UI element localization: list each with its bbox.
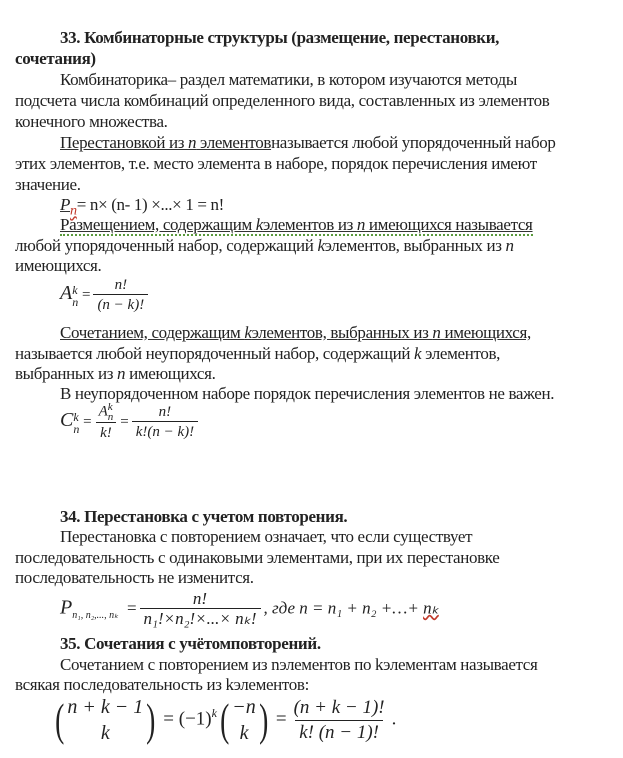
- formula-denominator: k! (n − 1)!: [295, 720, 383, 745]
- arrangement-formula: A k n = $\frac{n!}{(n - k)!}$: [60, 276, 151, 315]
- formula-numerator: n!: [114, 277, 128, 293]
- paren-right: ): [146, 694, 156, 745]
- t: элементов,: [421, 344, 501, 363]
- t: Размещением, содержащим: [60, 215, 256, 234]
- formula-numerator: n!: [158, 404, 172, 420]
- formula-condition: , где n = n₁ + n₂ +…+: [263, 598, 424, 618]
- var-n: n: [356, 215, 366, 234]
- definition-term: Перестановкой из: [60, 133, 188, 152]
- t: называется любой неупорядоченный набор, содержащий: [15, 344, 415, 363]
- paragraph-line: последовательность с одинаковыми элементами, при их перестановке: [15, 548, 500, 567]
- paragraph-line: всякая последовательность из kэлементов:: [15, 675, 309, 694]
- binom-bottom: k: [239, 722, 249, 744]
- binom-top: n + k − 1: [67, 696, 144, 718]
- var-k: k: [244, 323, 252, 342]
- formula-sub: n: [73, 421, 80, 436]
- paren-right: ): [258, 694, 269, 745]
- paragraph-line: значение.: [15, 175, 81, 194]
- section-33-title-cont: сочетания): [15, 49, 96, 68]
- var-k: k: [317, 236, 325, 255]
- formula-symbol: C: [60, 408, 74, 431]
- formula-denominator: k!(n − k)!: [132, 421, 198, 442]
- formula-denominator: (n − k)!: [93, 294, 148, 315]
- paragraph-line: имеющихся.: [15, 256, 102, 275]
- paren-left: (: [55, 694, 65, 745]
- paragraph-line: Перестановка с повторением означает, что если существует: [60, 527, 473, 546]
- paragraph-line: [15, 344, 500, 364]
- formula-sup: k: [107, 401, 113, 413]
- formula-sup: k: [72, 282, 78, 297]
- combination-formula: C k n = A k n k! = $\frac{n!}{k!(n - k)!}$: [60, 402, 201, 443]
- t: элементов, выбранных из: [324, 236, 506, 255]
- arrangement-definition: [60, 215, 533, 235]
- paragraph-line: [15, 236, 514, 256]
- formula-symbol: A: [60, 281, 73, 304]
- t: выбранных из: [15, 364, 118, 383]
- paragraph-line: этих элементов, т.е. место элемента в наборе, порядок перечисления имеют: [15, 154, 537, 173]
- section-33-title: 33. Комбинаторные структуры (размещение, перестановки,: [60, 28, 500, 47]
- paragraph-line: конечного множества.: [15, 112, 168, 131]
- formula-symbol: P: [60, 195, 71, 214]
- formula-sub: n₁, n₂,..., nₖ: [72, 609, 119, 621]
- combination-repetition-formula: ( n + k − 1 k ) = $(-1)^k$( −n k ) = $\frac{(n + k - 1)!}{k! (n - 1)!}$ .: [55, 694, 397, 745]
- formula-sub: n: [70, 202, 77, 219]
- t: Сочетанием, содержащим: [60, 323, 245, 342]
- formula-denominator: n₁!×n₂!×...× nₖ!: [140, 608, 261, 629]
- t: имеющихся называется: [365, 215, 533, 234]
- formula-numerator: n!: [192, 589, 208, 608]
- binom-bottom: k: [100, 722, 110, 744]
- paragraph-line: В неупорядоченном наборе порядок перечисления элементов не важен.: [60, 384, 555, 403]
- formula-end: .: [391, 708, 397, 730]
- formula-symbol: P: [60, 596, 73, 619]
- formula-numerator: A: [98, 403, 108, 420]
- definition-term: элементов: [196, 133, 272, 152]
- formula-sub: n: [107, 411, 114, 423]
- binom-top: −n: [232, 696, 256, 718]
- paragraph-line: [15, 364, 216, 384]
- var-n: n: [432, 323, 441, 342]
- t: элементов из: [262, 215, 357, 234]
- combination-definition: [60, 323, 531, 343]
- formula-condition-last: nₖ: [423, 598, 439, 618]
- paren-left: (: [220, 694, 230, 745]
- t: имеющихся,: [440, 323, 531, 342]
- formula-numerator: (n + k − 1)!: [293, 696, 385, 718]
- paragraph-line: Комбинаторика– раздел математики, в котором изучаются методы: [60, 70, 517, 89]
- permutation-repetition-formula: $P_{n_1, n_2,..., n_k}$ = $\frac{n!}{\text{n₁!×n₂!×...× nₖ!}}$ , где n = n₁ + n₂ +…+ nₖ: [60, 589, 439, 628]
- section-35-title: 35. Сочетания с учётомповторений.: [60, 634, 321, 653]
- formula-denominator: k!: [96, 422, 116, 443]
- var-k: k: [414, 344, 422, 363]
- section-34-title: 34. Перестановка с учетом повторения.: [60, 507, 348, 526]
- paragraph-line: подсчета числа комбинаций определенного вида, составленных из элементов: [15, 91, 550, 110]
- formula-mid: = (−1): [163, 708, 212, 730]
- var-k: k: [255, 215, 263, 234]
- var-n: n: [117, 364, 126, 383]
- var-n: n: [188, 133, 197, 152]
- formula-sub: n: [72, 294, 79, 309]
- paragraph-line: последовательность не изменится.: [15, 568, 254, 587]
- definition-text: называется любой упорядоченный набор: [271, 133, 556, 152]
- var-n: n: [505, 236, 514, 255]
- formula-sup: k: [211, 706, 217, 721]
- permutation-definition: [60, 133, 556, 153]
- t: имеющихся.: [125, 364, 216, 383]
- formula-rhs: = n× (n- 1) ×...× 1 = n!: [76, 195, 224, 214]
- formula-sup: k: [73, 409, 79, 424]
- t: элементов, выбранных из: [251, 323, 433, 342]
- t: любой упорядоченный набор, содержащий: [15, 236, 318, 255]
- paragraph-line: Сочетанием с повторением из nэлементов по kэлементам называется: [60, 655, 538, 674]
